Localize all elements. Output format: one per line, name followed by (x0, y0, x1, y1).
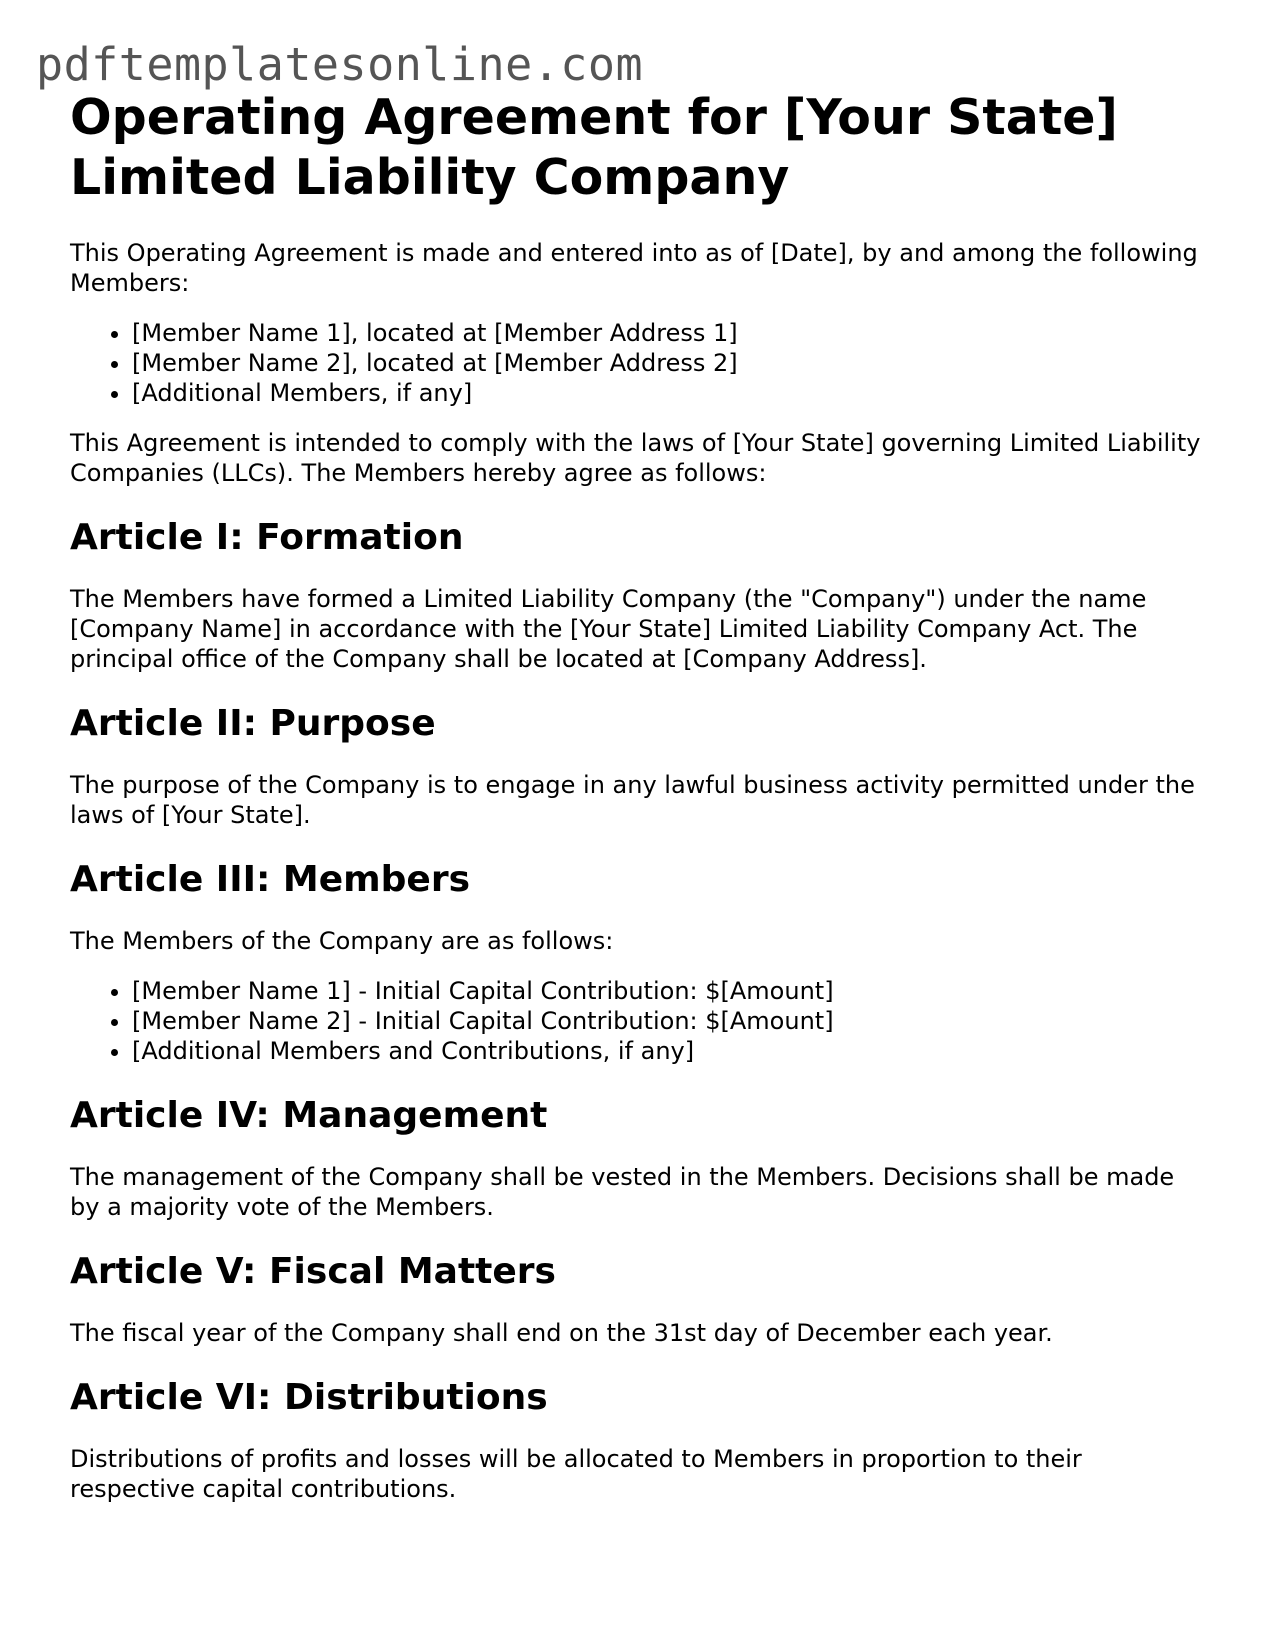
document-title (70, 88, 1210, 208)
article-1-text: The Members have formed a Limited Liability Company (the "Company") under the name [Company Name] in accordance with the [Your State] Limited Liability Company Act. The principal office of the Company shall be located at [Company Address]. (70, 585, 1147, 673)
article-4-text: The management of the Company shall be vested in the Members. Decisions shall be made by a majority vote of the Members. (70, 1163, 1175, 1221)
list-item: • [Additional Members, if any] (132, 378, 1210, 408)
list-item: • [Member Name 2], located at [Member Address 2] (132, 348, 1210, 378)
list-item: • [Additional Members and Contributions, if any] (132, 1036, 1210, 1066)
document-body (70, 88, 1210, 1524)
compliance-paragraph: This Agreement is intended to comply with the laws of [Your State] governing Limited Liability Companies (LLCs). The Members hereby agree as follows: (70, 429, 1201, 487)
article-3-text: The Members of the Company are as follows: (70, 927, 614, 955)
article-4-heading: Article IV: Management (70, 1095, 548, 1136)
contributions-list (70, 976, 1210, 1066)
list-item: • [Member Name 1], located at [Member Address 1] (132, 318, 1210, 348)
article-2-text: The purpose of the Company is to engage in any lawful business activity permitted under the laws of [Your State]. (70, 771, 1195, 829)
members-list (70, 318, 1210, 408)
watermark: pdftemplatesonline.com (36, 38, 644, 91)
article-6-heading: Article VI: Distributions (70, 1377, 548, 1418)
list-item: • [Member Name 1] - Initial Capital Contribution: $[Amount] (132, 976, 1210, 1006)
article-5-heading: Article V: Fiscal Matters (70, 1251, 556, 1292)
article-2-heading: Article II: Purpose (70, 703, 436, 744)
title-line-1: Operating Agreement for [Your State] (70, 89, 1118, 146)
title-line-2: Limited Liability Company (70, 149, 790, 206)
article-1-heading: Article I: Formation (70, 517, 464, 558)
list-item: • [Member Name 2] - Initial Capital Contribution: $[Amount] (132, 1006, 1210, 1036)
article-5-text: The fiscal year of the Company shall end on the 31st day of December each year. (70, 1319, 1053, 1347)
intro-paragraph: This Operating Agreement is made and entered into as of [Date], by and among the following Members: (70, 239, 1198, 297)
article-6-text: Distributions of profits and losses will be allocated to Members in proportion to their respective capital contributions. (70, 1445, 1082, 1503)
article-3-heading: Article III: Members (70, 859, 471, 900)
